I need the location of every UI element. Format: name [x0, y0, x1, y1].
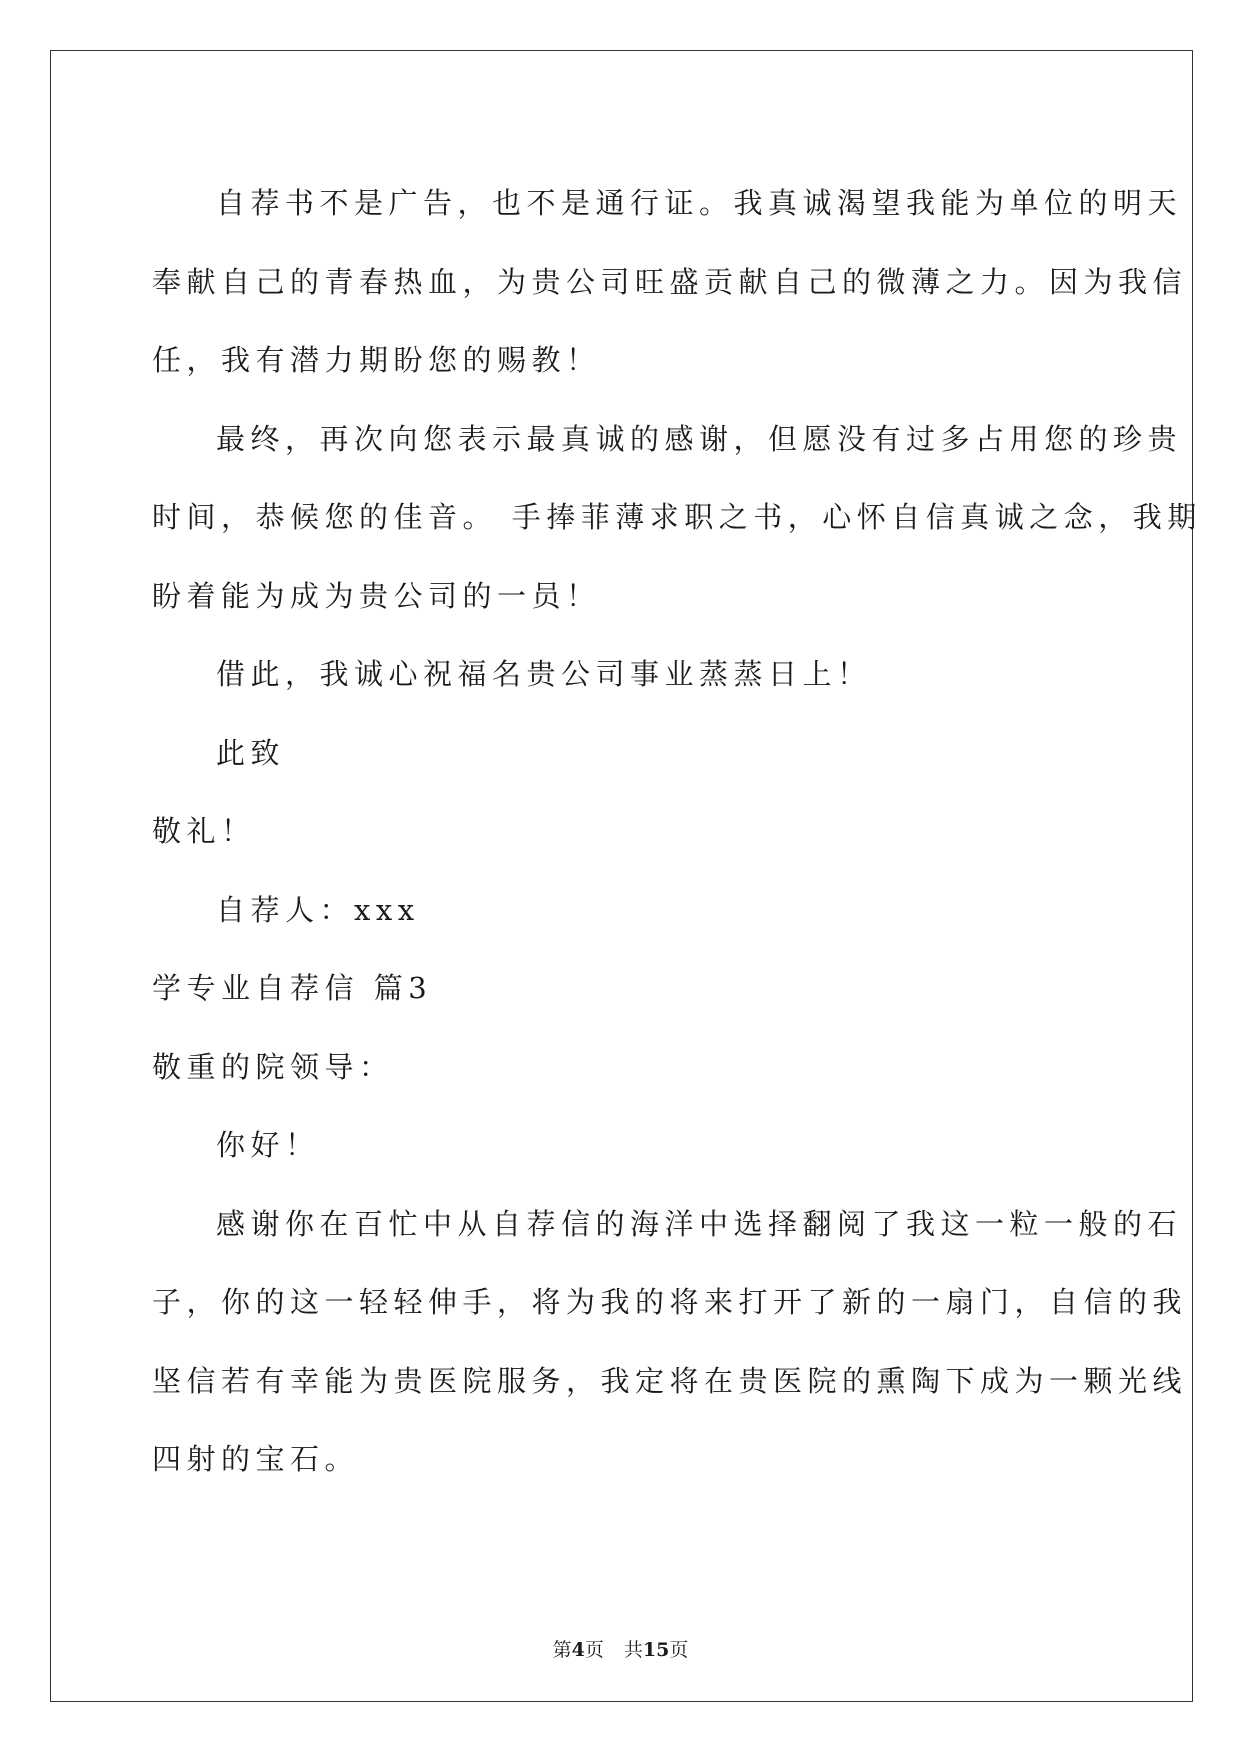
text-line: 子，你的这一轻轻伸手，将为我的将来打开了新的一扇门，自信的我 [152, 1285, 1188, 1319]
footer-page-number: 4 [571, 1639, 585, 1661]
document-body [152, 164, 1202, 1499]
text-line: 时间，恭候您的佳音。 手捧菲薄求职之书，心怀自信真诚之念，我期 [152, 500, 1202, 534]
closing-salutation: 此致 [216, 735, 286, 770]
text-line: 感谢你在百忙中从自荐信的海洋中选择翻阅了我这一粒一般的石 [216, 1206, 1183, 1241]
footer-total-suffix: 页 [669, 1639, 689, 1661]
closing-regards: 敬礼！ [152, 814, 256, 848]
text-line: 盼着能为成为贵公司的一员！ [152, 578, 601, 613]
text-line: 奉献自己的青春热血，为贵公司旺盛贡献自己的微薄之力。因为我信 [152, 264, 1188, 299]
text-line: 四射的宝石。 [152, 1442, 360, 1476]
text-line: 任，我有潜力期盼您的赐教！ [152, 343, 601, 377]
footer-total-prefix: 共 [623, 1639, 643, 1661]
text-line: 最终，再次向您表示最真诚的感谢，但愿没有过多占用您的珍贵 [216, 421, 1183, 456]
greeting-recipient: 敬重的院领导： [152, 1049, 394, 1084]
text-line: 自荐书不是广告，也不是通行证。我真诚渴望我能为单位的明天 [216, 186, 1183, 220]
footer-total-pages: 15 [642, 1639, 670, 1661]
text-line: 坚信若有幸能为贵医院服务，我定将在贵医院的熏陶下成为一颗光线 [152, 1363, 1188, 1398]
footer-prefix: 第 [552, 1639, 572, 1661]
text-line: 借此，我诚心祝福名贵公司事业蒸蒸日上！ [216, 657, 872, 691]
footer-page-suffix: 页 [584, 1639, 604, 1661]
section-heading: 学专业自荐信 篇3 [152, 971, 433, 1005]
greeting-hello: 你好！ [216, 1128, 320, 1162]
page-footer [0, 1635, 1241, 1662]
signature-line: 自荐人：xxx [216, 892, 420, 927]
